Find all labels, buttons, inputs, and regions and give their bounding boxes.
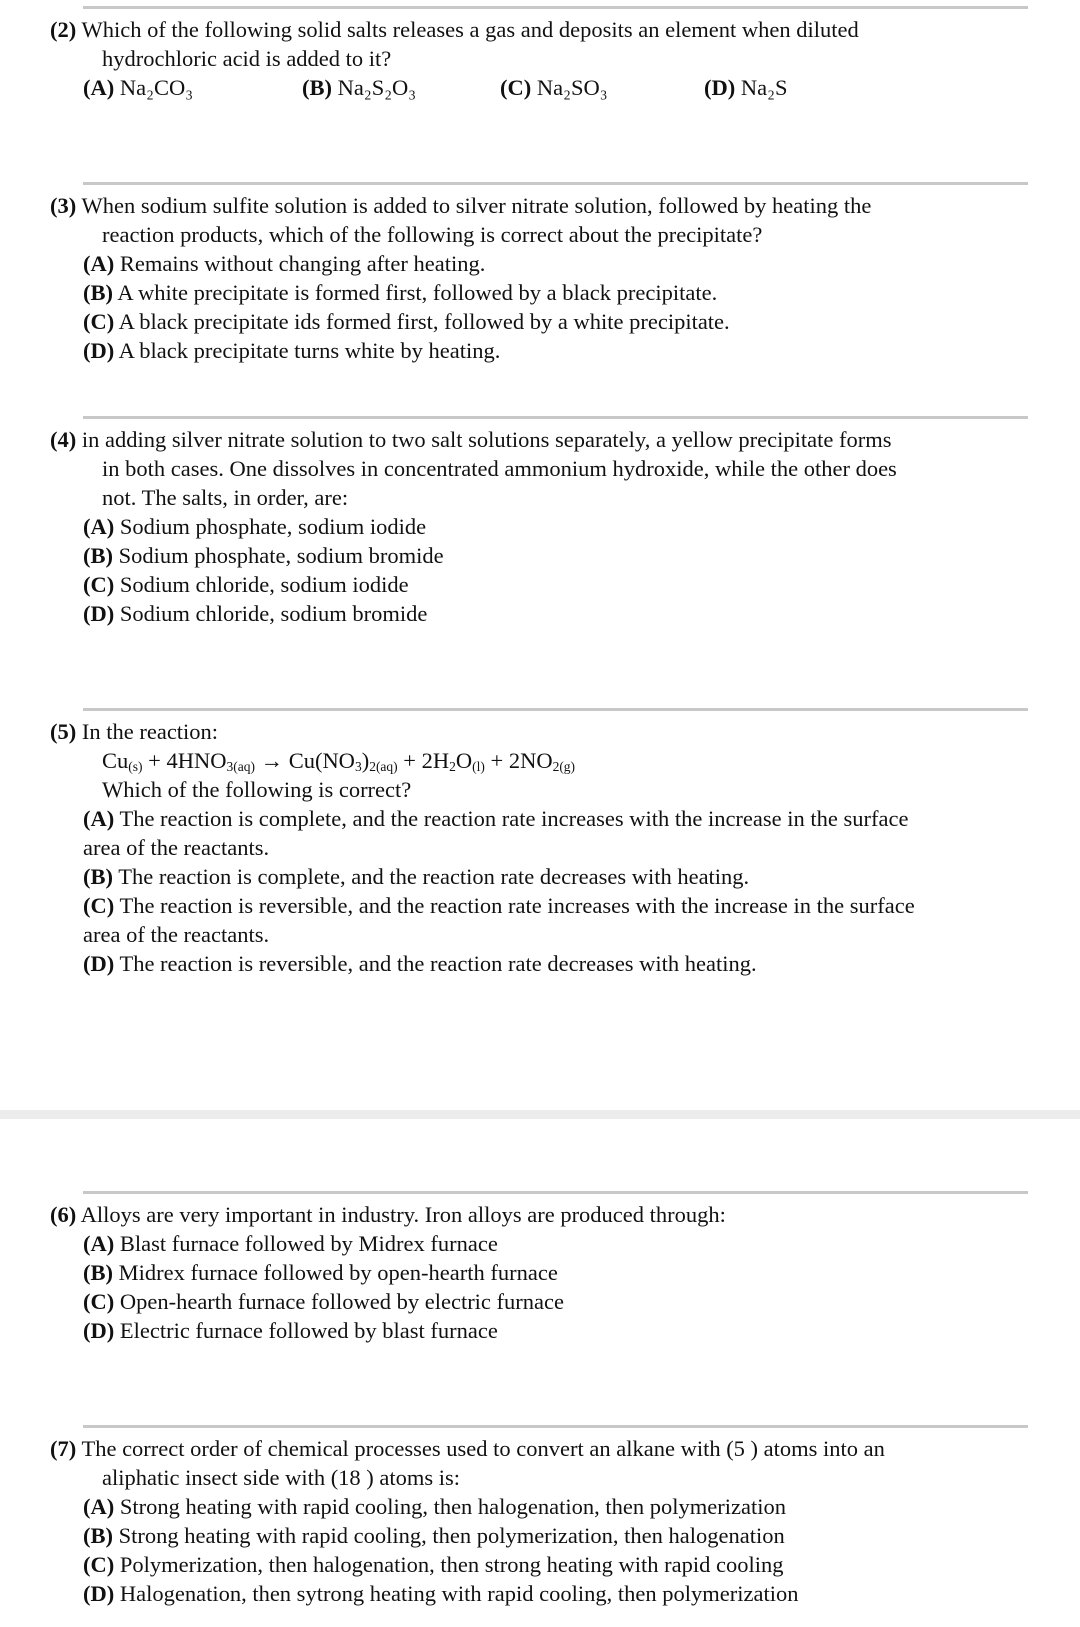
option-d: (D) Halogenation, then sytrong heating with rapid cooling, then polymerization <box>83 1581 799 1606</box>
question-text: In the reaction: <box>81 719 219 744</box>
option-b: (B) Na₂S₂O₃ <box>302 75 417 100</box>
question-text-cont: aliphatic insect side with (18 ) atoms is: <box>102 1465 461 1490</box>
divider <box>83 708 1028 711</box>
divider <box>83 416 1028 419</box>
option-c: (C) Sodium chloride, sodium iodide <box>83 572 409 597</box>
option-a-cont: area of the reactants. <box>83 835 270 860</box>
question-5 <box>50 717 1060 978</box>
option-d: (D) Electric furnace followed by blast furnace <box>83 1318 498 1343</box>
question-4 <box>50 425 1060 628</box>
divider <box>83 182 1028 185</box>
question-text-cont: Which of the following is correct? <box>102 777 412 802</box>
divider <box>83 1425 1028 1428</box>
reaction-equation: $Cu_{(s)} + 4HNO_{3(aq)} \to Cu(NO_3)_{2(aq)} + 2H_2O_{(l)} + 2NO_{2(g)}$ <box>102 748 576 774</box>
question-number: (5) <box>50 719 77 744</box>
option-a: (A) Remains without changing after heating. <box>83 251 486 276</box>
option-a: (A) Na₂CO₃ <box>83 75 194 100</box>
option-c: (C) Open-hearth furnace followed by electric furnace <box>83 1289 564 1314</box>
option-c: (C) A black precipitate ids formed first, followed by a white precipitate. <box>83 309 730 334</box>
question-number: (7) <box>50 1436 77 1461</box>
option-a: (A) Blast furnace followed by Midrex furnace <box>83 1231 498 1256</box>
option-d: (D) The reaction is reversible, and the reaction rate decreases with heating. <box>83 951 757 976</box>
question-text: Alloys are very important in industry. Iron alloys are produced through: <box>80 1202 726 1227</box>
option-d: (D) Na₂S <box>704 75 788 100</box>
option-b: (B) Midrex furnace followed by open-hearth furnace <box>83 1260 558 1285</box>
question-text: Which of the following solid salts releases a gas and deposits an element when diluted <box>81 17 859 42</box>
question-text-cont: in both cases. One dissolves in concentrated ammonium hydroxide, while the other does <box>102 456 897 481</box>
question-text: in adding silver nitrate solution to two salt solutions separately, a yellow precipitate forms <box>81 427 892 452</box>
question-number: (6) <box>50 1202 77 1227</box>
option-c: (C) Polymerization, then halogenation, then strong heating with rapid cooling <box>83 1552 784 1577</box>
option-b: (B) Strong heating with rapid cooling, then polymerization, then halogenation <box>83 1523 785 1548</box>
option-a: (A) The reaction is complete, and the reaction rate increases with the increase in the surface <box>83 806 909 831</box>
question-text: The correct order of chemical processes used to convert an alkane with (5 ) atoms into an <box>81 1436 885 1461</box>
question-text: When sodium sulfite solution is added to silver nitrate solution, followed by heating the <box>81 193 872 218</box>
question-text-cont: hydrochloric acid is added to it? <box>102 46 392 71</box>
divider <box>83 6 1028 9</box>
question-7 <box>50 1434 1060 1608</box>
option-c: (C) Na₂SO₃ <box>500 75 608 100</box>
question-number: (2) <box>50 17 77 42</box>
option-b: (B) A white precipitate is formed first, followed by a black precipitate. <box>83 280 718 305</box>
option-c: (C) The reaction is reversible, and the reaction rate increases with the increase in the surface <box>83 893 915 918</box>
option-b: (B) The reaction is complete, and the reaction rate decreases with heating. <box>83 864 750 889</box>
question-number: (3) <box>50 193 77 218</box>
question-text-cont: not. The salts, in order, are: <box>102 485 349 510</box>
question-6 <box>50 1200 1060 1345</box>
option-a: (A) Sodium phosphate, sodium iodide <box>83 514 427 539</box>
question-number: (4) <box>50 427 77 452</box>
divider <box>83 1191 1028 1194</box>
question-text-cont: reaction products, which of the following is correct about the precipitate? <box>102 222 763 247</box>
question-3 <box>50 191 1060 365</box>
option-b: (B) Sodium phosphate, sodium bromide <box>83 543 444 568</box>
question-2 <box>50 15 1060 102</box>
option-c-cont: area of the reactants. <box>83 922 270 947</box>
page-break <box>0 1110 1080 1119</box>
option-d: (D) Sodium chloride, sodium bromide <box>83 601 428 626</box>
options-row <box>50 73 1060 102</box>
option-d: (D) A black precipitate turns white by heating. <box>83 338 501 363</box>
option-a: (A) Strong heating with rapid cooling, then halogenation, then polymerization <box>83 1494 786 1519</box>
